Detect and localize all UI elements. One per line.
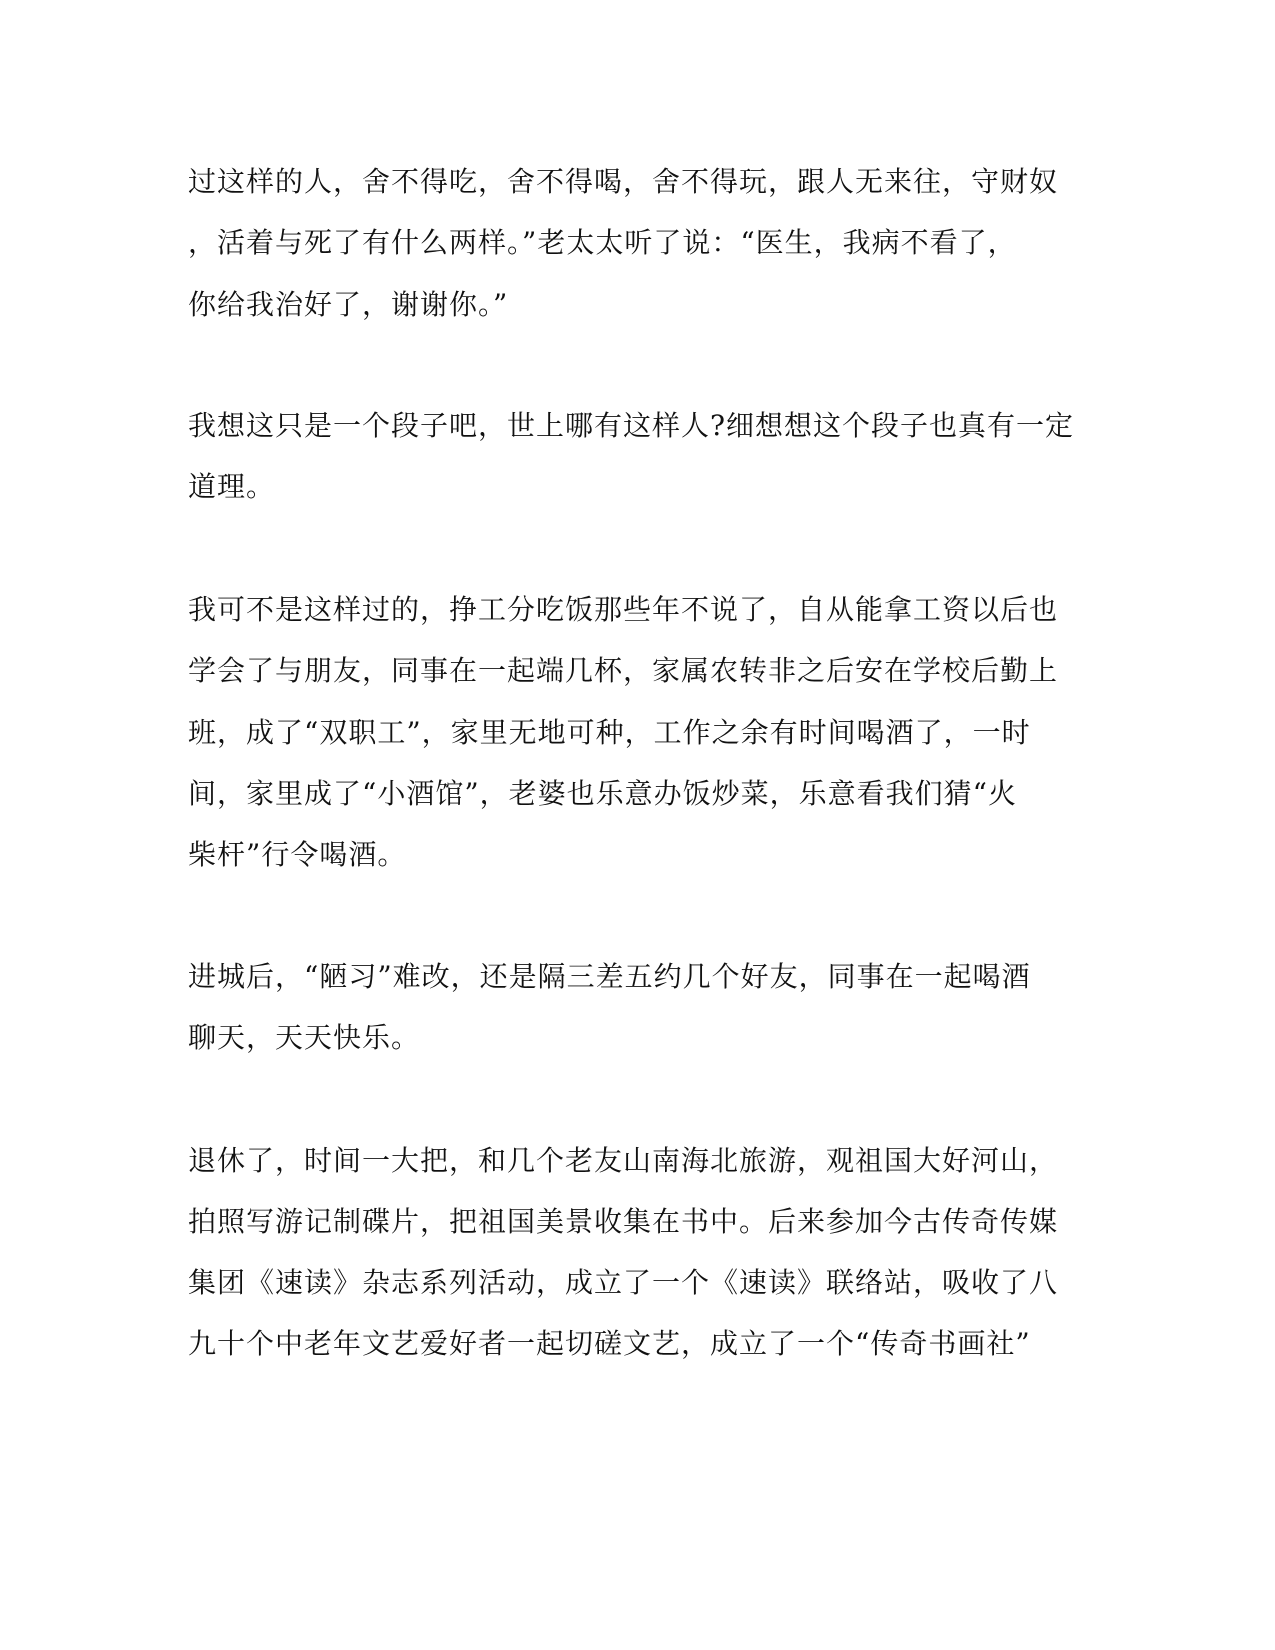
text-line: 九十个中老年文艺爱好者一起切磋文艺，成立了一个“传奇书画社” — [188, 1327, 1031, 1360]
text-line: 拍照写游记制碟片，把祖国美景收集在书中。后来参加今古传奇传媒 — [188, 1205, 1059, 1238]
text-line: 班，成了“双职工”，家里无地可种，工作之余有时间喝酒了，一时 — [188, 716, 1031, 749]
text-line: 集团《速读》杂志系列活动，成立了一个《速读》联络站，吸收了八 — [188, 1266, 1059, 1299]
text-line: 进城后，“陋习”难改，还是隔三差五约几个好友，同事在一起喝酒 — [188, 960, 1031, 993]
text-line: 你给我治好了，谢谢你。” — [188, 288, 509, 321]
text-line: 退休了，时间一大把，和几个老友山南海北旅游，观祖国大好河山， — [188, 1144, 1059, 1177]
text-line: 我可不是这样过的，挣工分吃饭那些年不说了，自从能拿工资以后也 — [188, 593, 1059, 626]
text-line: 间，家里成了“小酒馆”，老婆也乐意办饭炒菜，乐意看我们猜“火 — [188, 777, 1017, 810]
text-line: 过这样的人，舍不得吃，舍不得喝，舍不得玩，跟人无来往，守财奴 — [188, 165, 1059, 198]
text-line: ，活着与死了有什么两样。”老太太听了说：“医生，我病不看了， — [188, 226, 1017, 259]
text-line: 柴杆”行令喝酒。 — [188, 838, 407, 871]
text-line: 聊天，天天快乐。 — [188, 1021, 421, 1054]
text-line: 我想这只是一个段子吧，世上哪有这样人?细想想这个段子也真有一定 — [188, 409, 1075, 442]
text-line: 学会了与朋友，同事在一起端几杯，家属农转非之后安在学校后勤上 — [188, 654, 1059, 687]
text-line: 道理。 — [188, 470, 276, 503]
